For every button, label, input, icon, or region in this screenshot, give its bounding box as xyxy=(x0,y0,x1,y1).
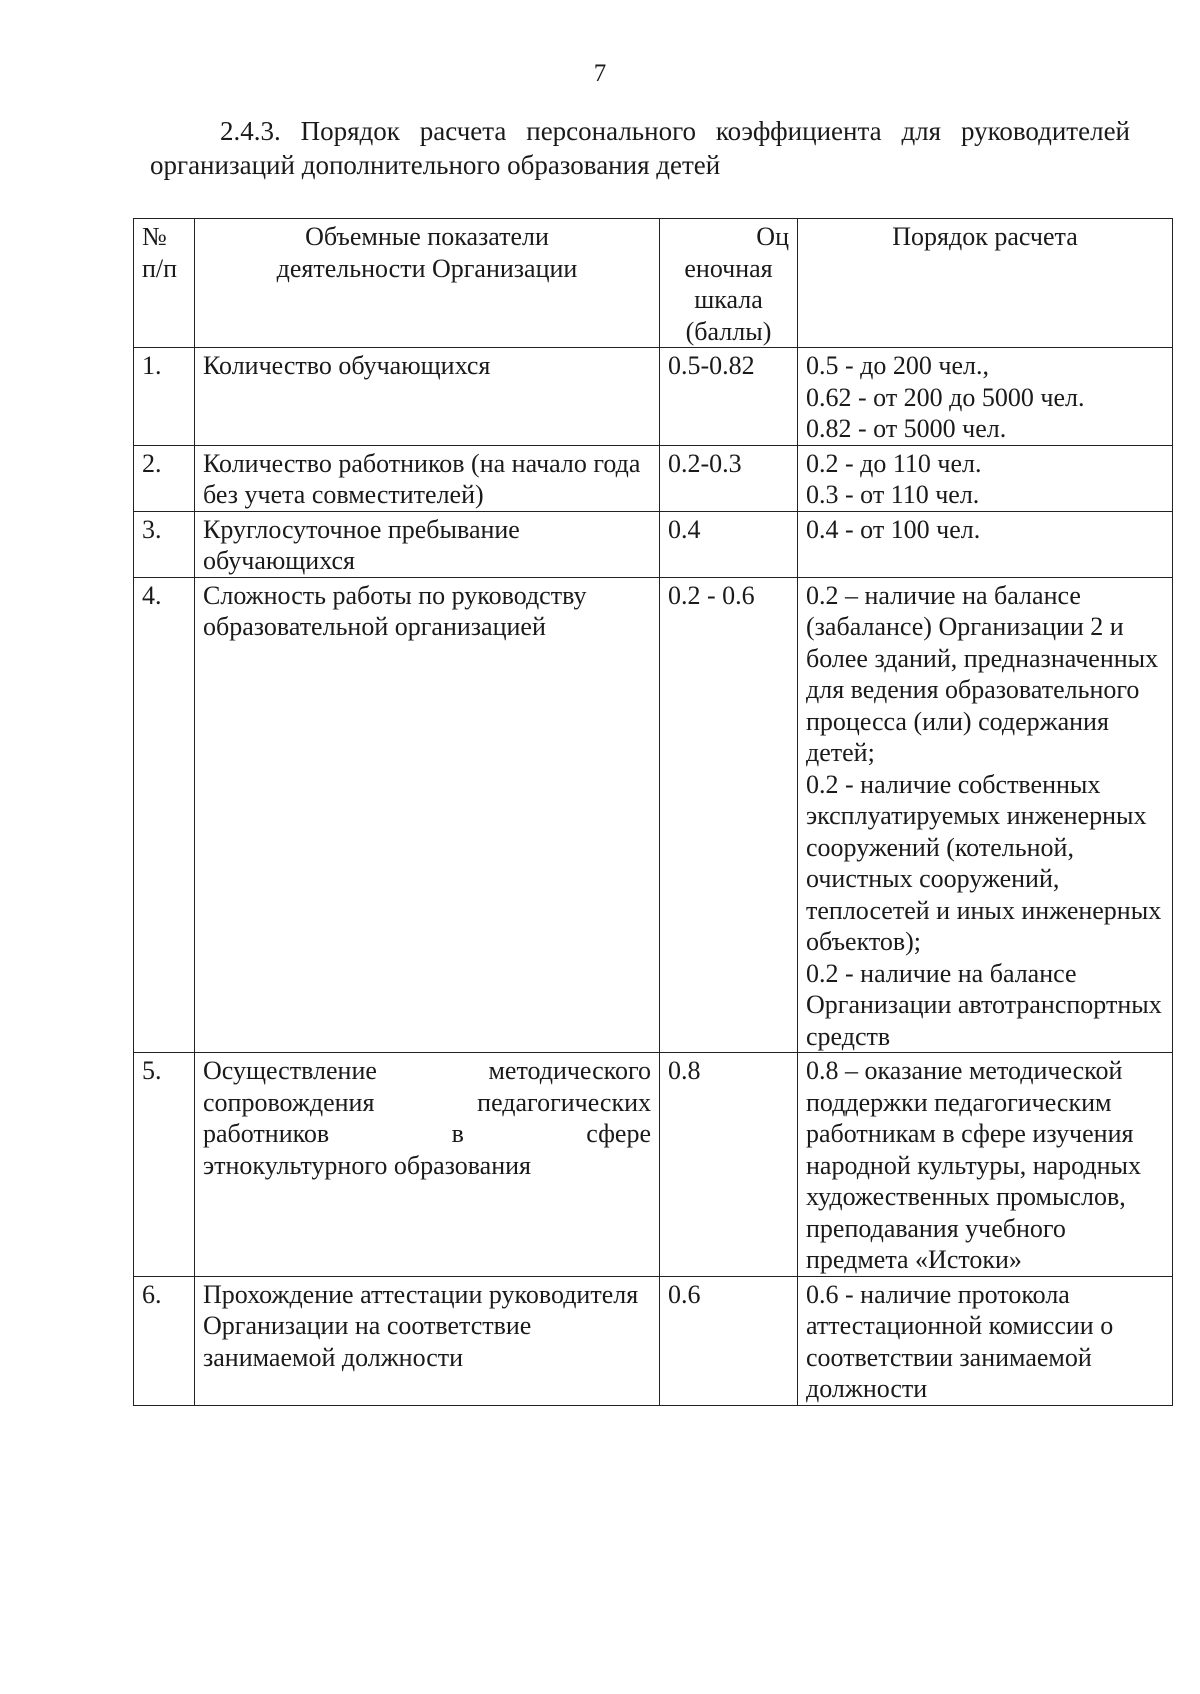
row-number: 2. xyxy=(134,445,195,511)
header-scale xyxy=(660,219,798,348)
calc-line: 0.2 - наличие на балансе Организации автотранспортных средств xyxy=(806,958,1162,1051)
row-indicator: Круглосуточное пребывание обучающихся xyxy=(195,511,660,577)
row-calculation xyxy=(798,511,1173,577)
header-scale-line: еночная xyxy=(684,253,773,283)
calc-line: 0.8 – оказание методической поддержки педагогическим работникам в сфере изучения народной культуры, народных художественных промыслов, преподавания учебного предмета «Истоки» xyxy=(806,1056,1142,1274)
table-row xyxy=(134,1276,1173,1405)
row-indicator xyxy=(195,1053,660,1277)
row-calculation xyxy=(798,445,1173,511)
calc-line: 0.3 - от 110 чел. xyxy=(806,480,980,509)
row-number: 5. xyxy=(134,1053,195,1277)
header-calculation: Порядок расчета xyxy=(798,219,1173,348)
row-indicator: Прохождение аттестации руководителя Организации на соответствие занимаемой должности xyxy=(195,1276,660,1405)
row-number: 6. xyxy=(134,1276,195,1405)
indicator-line: этнокультурного образования xyxy=(203,1150,531,1180)
header-indicator xyxy=(195,219,660,348)
table-row xyxy=(134,1053,1173,1277)
header-number-line: № xyxy=(142,222,167,251)
page-number: 7 xyxy=(593,60,607,87)
table-row xyxy=(134,511,1173,577)
row-scale: 0.8 xyxy=(660,1053,798,1277)
row-calculation xyxy=(798,1053,1173,1277)
row-indicator: Количество работников (на начало года без учета совместителей) xyxy=(195,445,660,511)
table-header-row xyxy=(134,219,1173,348)
indicator-line: Осуществление методического сопровождения педагогических работников в сфере xyxy=(203,1056,651,1148)
calc-line: 0.5 - до 200 чел., xyxy=(806,351,989,380)
table-row xyxy=(134,577,1173,1053)
header-number-line: п/п xyxy=(142,253,178,283)
row-calculation xyxy=(798,577,1173,1053)
row-number: 3. xyxy=(134,511,195,577)
calc-line: 0.2 - наличие собственных эксплуатируемых инженерных сооружений (котельной, очистных сооружений, теплосетей и иных инженерных объектов); xyxy=(806,769,1162,956)
section-heading-line-1: 2.4.3. Порядок расчета персонального коэффициента для руководителей xyxy=(220,116,1130,146)
row-scale: 0.2 - 0.6 xyxy=(660,577,798,1053)
table-row xyxy=(134,445,1173,511)
row-calculation xyxy=(798,1276,1173,1405)
coefficient-table xyxy=(133,218,1173,1406)
row-number: 4. xyxy=(134,577,195,1053)
section-heading xyxy=(150,114,1130,182)
row-indicator: Сложность работы по руководству образовательной организацией xyxy=(195,577,660,1053)
calc-line: 0.6 - наличие протокола аттестационной комиссии о соответствии занимаемой должности xyxy=(806,1279,1114,1403)
header-scale-line: шкала xyxy=(694,285,763,314)
header-indicator-line: Объемные показатели xyxy=(305,222,549,251)
row-scale: 0.2-0.3 xyxy=(660,445,798,511)
header-scale-line: Оц xyxy=(756,222,789,251)
row-indicator: Количество обучающихся xyxy=(195,348,660,446)
calc-line: 0.82 - от 5000 чел. xyxy=(806,414,1007,443)
row-scale: 0.5-0.82 xyxy=(660,348,798,446)
calc-line: 0.2 - до 110 чел. xyxy=(806,448,982,478)
row-calculation xyxy=(798,348,1173,446)
section-heading-line-2: организаций дополнительного образования детей xyxy=(150,150,721,180)
header-indicator-line: деятельности Организации xyxy=(276,253,578,283)
calc-line: 0.2 – наличие на балансе (забалансе) Организации 2 и более зданий, предназначенных для ведения образовательного процесса (или) содержания детей; xyxy=(806,580,1159,767)
row-number: 1. xyxy=(134,348,195,446)
table-row xyxy=(134,348,1173,446)
row-scale: 0.6 xyxy=(660,1276,798,1405)
row-scale: 0.4 xyxy=(660,511,798,577)
calc-line: 0.4 - от 100 чел. xyxy=(806,514,981,544)
header-number xyxy=(134,219,195,348)
calc-line: 0.62 - от 200 до 5000 чел. xyxy=(806,382,1085,412)
header-scale-line: (баллы) xyxy=(685,316,772,346)
